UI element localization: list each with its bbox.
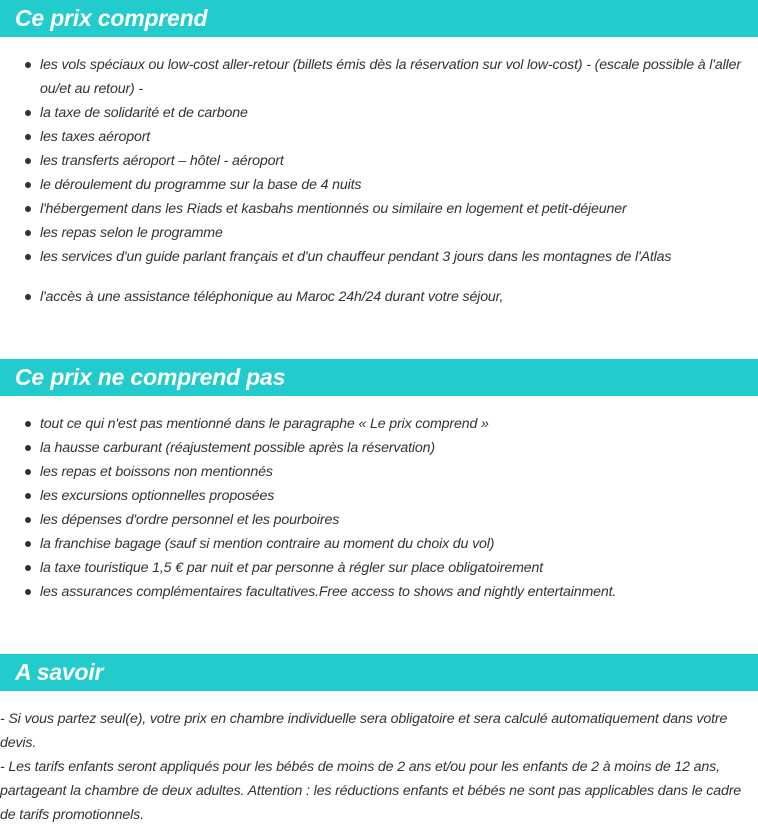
bullet-icon [25, 469, 31, 475]
bullet-icon [25, 294, 31, 300]
bullet-icon [25, 134, 31, 140]
info-text [0, 707, 758, 827]
list-item-text: les repas et boissons non mentionnés [40, 464, 273, 480]
list-item [0, 556, 758, 580]
list-item-text: les dépenses d'ordre personnel et les pourboires [40, 512, 340, 528]
bullet-icon [25, 158, 31, 164]
list-item-text: la hausse carburant (réajustement possible après la réservation) [40, 440, 435, 456]
bullet-icon [25, 589, 31, 595]
bullet-icon [25, 517, 31, 523]
info-section [0, 654, 758, 827]
bullet-icon [25, 110, 31, 116]
bullet-icon [25, 421, 31, 427]
list-item [0, 221, 758, 245]
list-item [0, 125, 758, 149]
list-item-text: la franchise bagage (sauf si mention contraire au moment du choix du vol) [40, 536, 495, 552]
list-item [0, 580, 758, 604]
info-title: A savoir [15, 659, 104, 685]
bullet-icon [25, 565, 31, 571]
list-item [0, 484, 758, 508]
excludes-list [0, 412, 758, 604]
excludes-header [0, 359, 758, 396]
list-item [0, 412, 758, 436]
bullet-icon [25, 493, 31, 499]
list-item-text: les excursions optionnelles proposées [40, 488, 275, 504]
info-line-child-rates: - Les tarifs enfants seront appliqués pour les bébés de moins de 2 ans et/ou pour les enfants de 2 à moins de 12 ans, partageant la chambre de deux adultes. Attention : les réductions enfants et bébés ne sont pas applicables dans le cadre de tarifs promotionnels. [0, 759, 742, 823]
list-item-text: la taxe touristique 1,5 € par nuit et par personne à régler sur place obligatoirement [40, 560, 544, 576]
includes-header [0, 0, 758, 37]
list-item-text: la taxe de solidarité et de carbone [40, 105, 248, 121]
list-item-text: les services d'un guide parlant français et d'un chauffeur pendant 3 jours dans les montagnes de l'Atlas [40, 249, 672, 265]
list-item-text: l'hébergement dans les Riads et kasbahs mentionnés ou similaire en logement et petit-déjeuner [40, 201, 627, 217]
list-item [0, 532, 758, 556]
bullet-icon [25, 62, 31, 68]
info-line-single-room: - Si vous partez seul(e), votre prix en chambre individuelle sera obligatoire et sera calculé automatiquement dans votre devis. [0, 711, 728, 751]
list-item [0, 149, 758, 173]
bullet-icon [25, 541, 31, 547]
excludes-title: Ce prix ne comprend pas [15, 364, 286, 390]
list-item [0, 101, 758, 125]
bullet-icon [25, 254, 31, 260]
includes-title: Ce prix comprend [15, 5, 208, 31]
bullet-icon [25, 206, 31, 212]
list-item [0, 173, 758, 197]
list-item [0, 508, 758, 532]
bullet-icon [25, 182, 31, 188]
list-item [0, 285, 758, 309]
includes-section [0, 0, 758, 309]
list-item-text: tout ce qui n'est pas mentionné dans le paragraphe « Le prix comprend » [40, 416, 489, 432]
bullet-icon [25, 445, 31, 451]
list-item-text: les assurances complémentaires facultatives.Free access to shows and nightly entertainment. [40, 584, 617, 600]
includes-list [0, 53, 758, 309]
list-item-text: le déroulement du programme sur la base de 4 nuits [40, 177, 362, 193]
list-item-text: les taxes aéroport [40, 129, 151, 145]
excludes-section [0, 359, 758, 604]
list-item-text: les vols spéciaux ou low-cost aller-retour (billets émis dès la réservation sur vol low-cost) - (escale possible à l'aller ou/et au retour) - [40, 57, 741, 97]
info-header [0, 654, 758, 691]
list-item-text: les transferts aéroport – hôtel - aéroport [40, 153, 284, 169]
list-item [0, 53, 758, 101]
bullet-icon [25, 230, 31, 236]
list-item [0, 245, 758, 269]
list-item [0, 197, 758, 221]
list-item-text: les repas selon le programme [40, 225, 223, 241]
list-item-text: l'accès à une assistance téléphonique au Maroc 24h/24 durant votre séjour, [40, 289, 504, 305]
list-item [0, 460, 758, 484]
list-item [0, 436, 758, 460]
